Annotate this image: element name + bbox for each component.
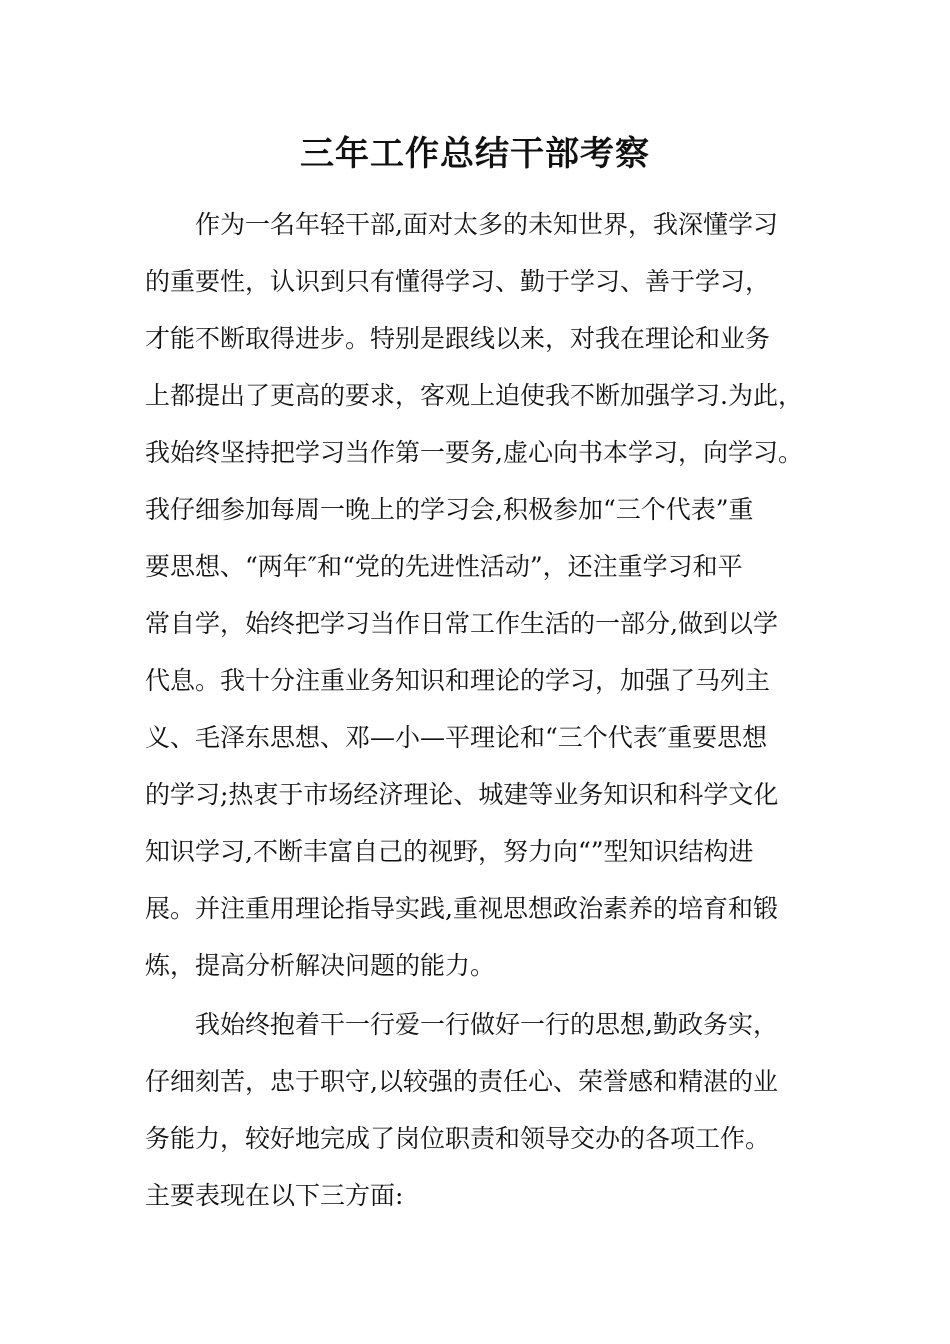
paragraph-2-line-2: 仔细刻苦，忠于职守,以较强的责任心、荣誉感和精湛的业 (145, 1067, 778, 1096)
paragraph-2-line-4: 主要表现在以下三方面: (145, 1181, 404, 1210)
paragraph-1-line-11: 的学习;热衷于市场经济理论、城建等业务知识和科学文化 (145, 780, 779, 809)
paragraph-1-line-6: 我仔细参加每周一晚上的学习会,积极参加“三个代表”重 (145, 495, 754, 524)
paragraph-1-line-2: 的重要性，认识到只有懂得学习、勤于学习、善于学习， (145, 267, 771, 296)
paragraph-1-line-7: 要思想、“两年″和“党的先进性活动”，还注重学习和平 (145, 552, 743, 581)
paragraph-1-line-8: 常自学，始终把学习当作日常工作生活的一部分,做到以学 (145, 609, 778, 638)
paragraph-2-line-3: 务能力，较好地完成了岗位职责和领导交办的各项工作。 (145, 1124, 771, 1153)
paragraph-1-line-12: 知识学习,不断丰富自己的视野，努力向“”型知识结构进 (145, 837, 754, 866)
paragraph-1-line-4: 上都提出了更高的要求，客观上迫使我不断加强学习.为此， (145, 381, 803, 410)
paragraph-1-line-10: 义、毛泽东思想、邓—小—平理论和“三个代表″重要思想 (145, 723, 768, 752)
paragraph-1-line-13: 展。并注重用理论指导实践,重视思想政治素养的培育和锻 (145, 894, 778, 923)
paragraph-1-line-14: 炼，提高分析解决问题的能力。 (145, 951, 496, 980)
paragraph-1-line-3: 才能不断取得进步。特别是跟线以来，对我在理论和业务 (145, 324, 771, 353)
document-title: 三年工作总结干部考察 (300, 134, 650, 174)
paragraph-1-line-1: 作为一名年轻干部,面对太多的未知世界，我深懂学习 (195, 210, 778, 239)
paragraph-1-line-9: 代息。我十分注重业务知识和理论的学习，加强了马列主 (145, 666, 771, 695)
paragraph-2-line-1: 我始终抱着干一行爱一行做好一行的思想,勤政务实， (195, 1010, 778, 1039)
paragraph-1-line-5: 我始终坚持把学习当作第一要务,虚心向书本学习，向学习。 (145, 438, 803, 467)
